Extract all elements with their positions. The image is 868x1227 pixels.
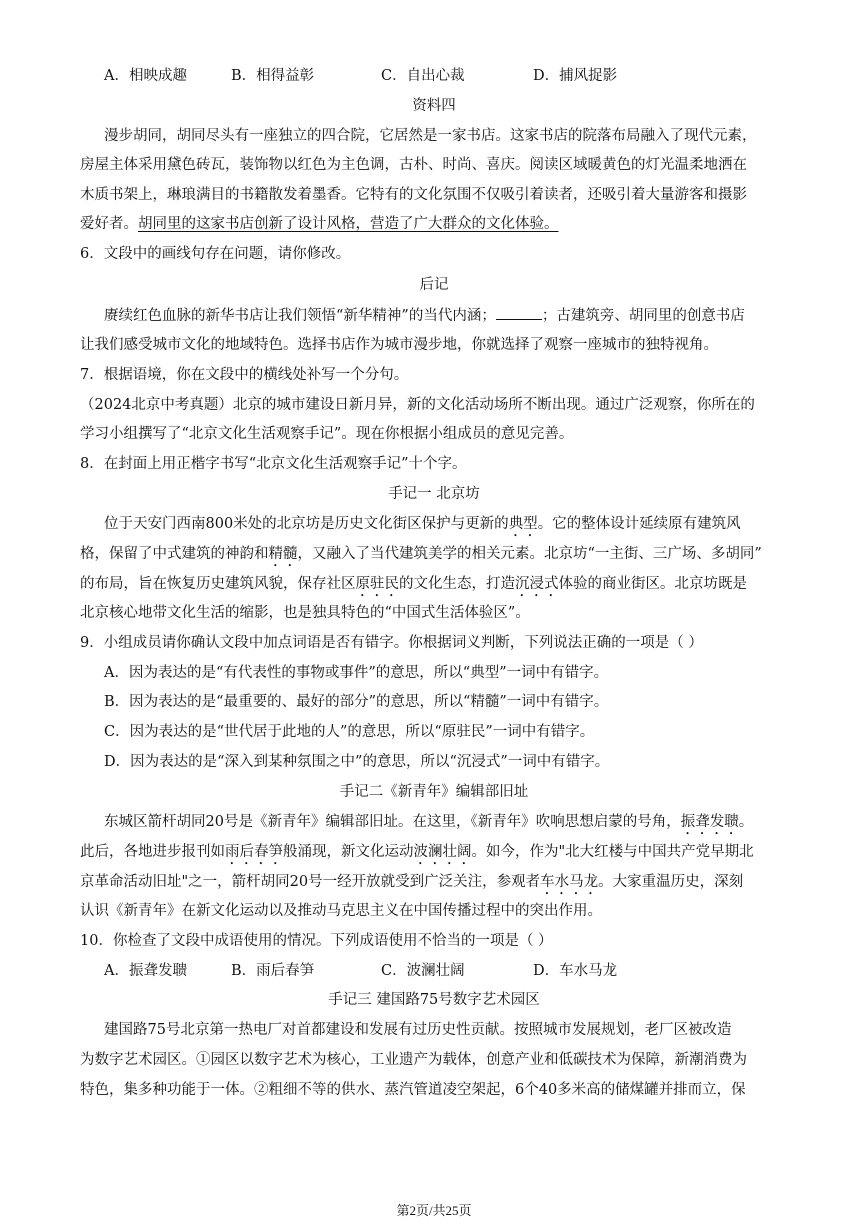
material4-line-1: 漫步胡同，胡同尽头有一座独立的四合院，它居然是一家书店。这家书店的院落布局融入了现代元素， <box>104 128 757 144</box>
note1-line-2-a: 格，保留了中式建筑的神韵和 <box>80 546 269 562</box>
material4-line-2: 房屋主体采用黛色砖瓦，装饰物以红色为主色调，古朴、时尚、喜庆。阅读区域暖黄色的灯光温柔地洒在 <box>80 157 747 173</box>
dotted-idiom-zhenlongfakui: 振聋发聩 <box>680 814 739 830</box>
question-7: 7．根据语境，你在文段中的横线处补写一个分句。 <box>80 367 409 383</box>
note1-line-3-c: 的文化生态，打造 <box>399 576 515 592</box>
note1-line-4: 北京核心地带文化生活的缩影，也是独具特色的“中国式生活体验区”。 <box>80 605 530 621</box>
q9-option-c: C．因为表达的是“世代居于此地的人”的意思，所以“原驻民”一词中有错字。 <box>104 724 595 740</box>
afterword-heading: 后记 <box>419 277 449 293</box>
note2-line-2-e: 。如今，作为"北大红楼与中国共产党早期北 <box>471 844 754 860</box>
note1-line-1 <box>104 514 741 540</box>
q10-option-a: A．振聋发聩 <box>104 963 187 979</box>
dotted-word-dianxing: 典型 <box>508 516 538 532</box>
question-9-stem: 9．小组成员请你确认文段中加点词语是否有错字。你根据词义判断，下列说法正确的一项是（ ） <box>80 635 703 651</box>
afterword-line-1 <box>104 305 745 326</box>
afterword-line-2: 让我们感受城市文化的地域特色。选择书店作为城市漫步地，你就选择了观察一座城市的独特视角。 <box>80 337 718 353</box>
note2-line-1 <box>104 812 753 838</box>
underlined-sentence: 胡同里的这家书店创新了设计风格，营造了广大群众的文化体验。 <box>138 216 559 232</box>
note2-line-1-a: 东城区箭杆胡同20号是《新青年》编辑部旧址。在这里，《新青年》吹响思想启蒙的号角， <box>104 814 681 830</box>
question-6: 6．文段中的画线句存在问题，请你修改。 <box>80 246 351 262</box>
note2-line-2-a: 此后，各地进步报刊如 <box>80 844 225 860</box>
q9-option-a: A．因为表达的是“有代表性的事物或事件”的意思，所以“典型”一词中有错字。 <box>104 665 609 681</box>
note1-line-3-e: 体验的商业街区。北京坊既是 <box>558 576 747 592</box>
dotted-word-yuanzhumin: 原驻民 <box>355 576 399 592</box>
note1-line-2-c: ，又融入了当代建筑美学的相关元素。北京坊“一主街、三广场、多胡同” <box>297 546 762 562</box>
question-10-stem: 10．你检查了文段中成语使用的情况。下列成语使用不恰当的一项是（ ） <box>80 933 553 949</box>
material4-line-3: 木质书架上，琳琅满目的书籍散发着墨香。它特有的文化氛围不仅吸引着读者，还吸引着大量游客和摄影 <box>80 187 747 203</box>
q9-option-d: D．因为表达的是“深入到某种氛围之中”的意思，所以“沉浸式”一词中有错字。 <box>104 754 610 770</box>
dotted-idiom-cheshuimalong: 车水马龙 <box>540 874 599 890</box>
note2-line-4: 认识《新青年》在新文化运动以及推动马克思主义在中国传播过程中的突出作用。 <box>80 903 602 919</box>
note1-line-2 <box>80 544 762 570</box>
q9-option-b: B．因为表达的是“最重要的、最好的部分”的意思，所以“精髓”一词中有错字。 <box>104 694 609 710</box>
note2-line-2-c: 般涌现，新文化运动 <box>283 844 414 860</box>
material4-heading: 资料四 <box>412 98 456 114</box>
dotted-idiom-yuhouchunsun: 雨后春笋 <box>225 844 283 860</box>
note1-line-3-a: 的布局，旨在恢复历史建筑风貌，保存社区 <box>80 576 356 592</box>
question-8: 8．在封面上用正楷字书写“北京文化生活观察手记”十个字。 <box>80 456 467 472</box>
note2-line-3-c: 。大家重温历史，深刻 <box>598 874 744 890</box>
q5-option-d: D．捕风捉影 <box>533 68 618 84</box>
note2-heading: 手记二《新青年》编辑部旧址 <box>339 784 529 800</box>
q5-option-b: B．相得益彰 <box>231 68 315 84</box>
answer-blank <box>496 305 542 320</box>
q10-option-c: C．波澜壮阔 <box>381 963 465 979</box>
dotted-idiom-bolanzhuangkuo: 波澜壮阔 <box>413 844 472 860</box>
note2-line-3 <box>80 872 743 898</box>
page-footer: 第2页/共25页 <box>396 1203 472 1218</box>
note2-line-1-c: 。 <box>738 814 754 830</box>
note3-line-1: 建国路75号北京第一热电厂对首都建设和发展有过历史性贡献。按照城市发展规划，老厂区被改造 <box>104 1022 732 1038</box>
material4-line-4-start: 爱好者。 <box>80 216 138 232</box>
note1-line-1-a: 位于天安门西南800米处的北京坊是历史文化街区保护与更新的 <box>104 516 509 532</box>
note3-line-3: 特色，集多种功能于一体。②粗细不等的供水、蒸汽管道凌空架起，6个40多米高的储煤罐并排而立，保 <box>80 1082 746 1098</box>
intro-line-1: （2024北京中考真题）北京的城市建设日新月异，新的文化活动场所不断出现。通过广泛观察，你所在的 <box>80 397 755 413</box>
q10-option-d: D．车水马龙 <box>533 963 618 979</box>
note1-line-3 <box>80 574 747 600</box>
q5-option-a: A．相映成趣 <box>104 68 187 84</box>
intro-line-2: 学习小组撰写了“北京文化生活观察手记”。现在你根据小组成员的意见完善。 <box>80 426 574 442</box>
note2-line-2 <box>80 842 754 868</box>
dotted-word-jingsui: 精髓 <box>268 546 298 562</box>
note1-line-1-c: 。它的整体设计延续原有建筑风 <box>537 516 741 532</box>
note3-heading: 手记三 建国路75号数字艺术园区 <box>328 992 540 1008</box>
note1-heading: 手记一 北京坊 <box>388 486 480 502</box>
material4-line-4 <box>80 214 559 234</box>
afterword-line-1-end: ；古建筑旁、胡同里的创意书店 <box>541 308 745 324</box>
q5-option-c: C．自出心裁 <box>381 68 465 84</box>
dotted-word-chenjinshi: 沉浸式 <box>515 576 559 592</box>
afterword-line-1-start: 赓续红色血脉的新华书店让我们领悟“新华精神”的当代内涵； <box>104 308 496 324</box>
q10-option-b: B．雨后春笋 <box>231 963 315 979</box>
note3-line-2: 为数字艺术园区。①园区以数字艺术为核心，工业遗产为载体，创意产业和低碳技术为保障，新潮消费为 <box>80 1052 747 1068</box>
note2-line-3-a: 京革命活动旧址"之一，箭杆胡同20号一经开放就受到广泛关注，参观者 <box>80 874 541 890</box>
